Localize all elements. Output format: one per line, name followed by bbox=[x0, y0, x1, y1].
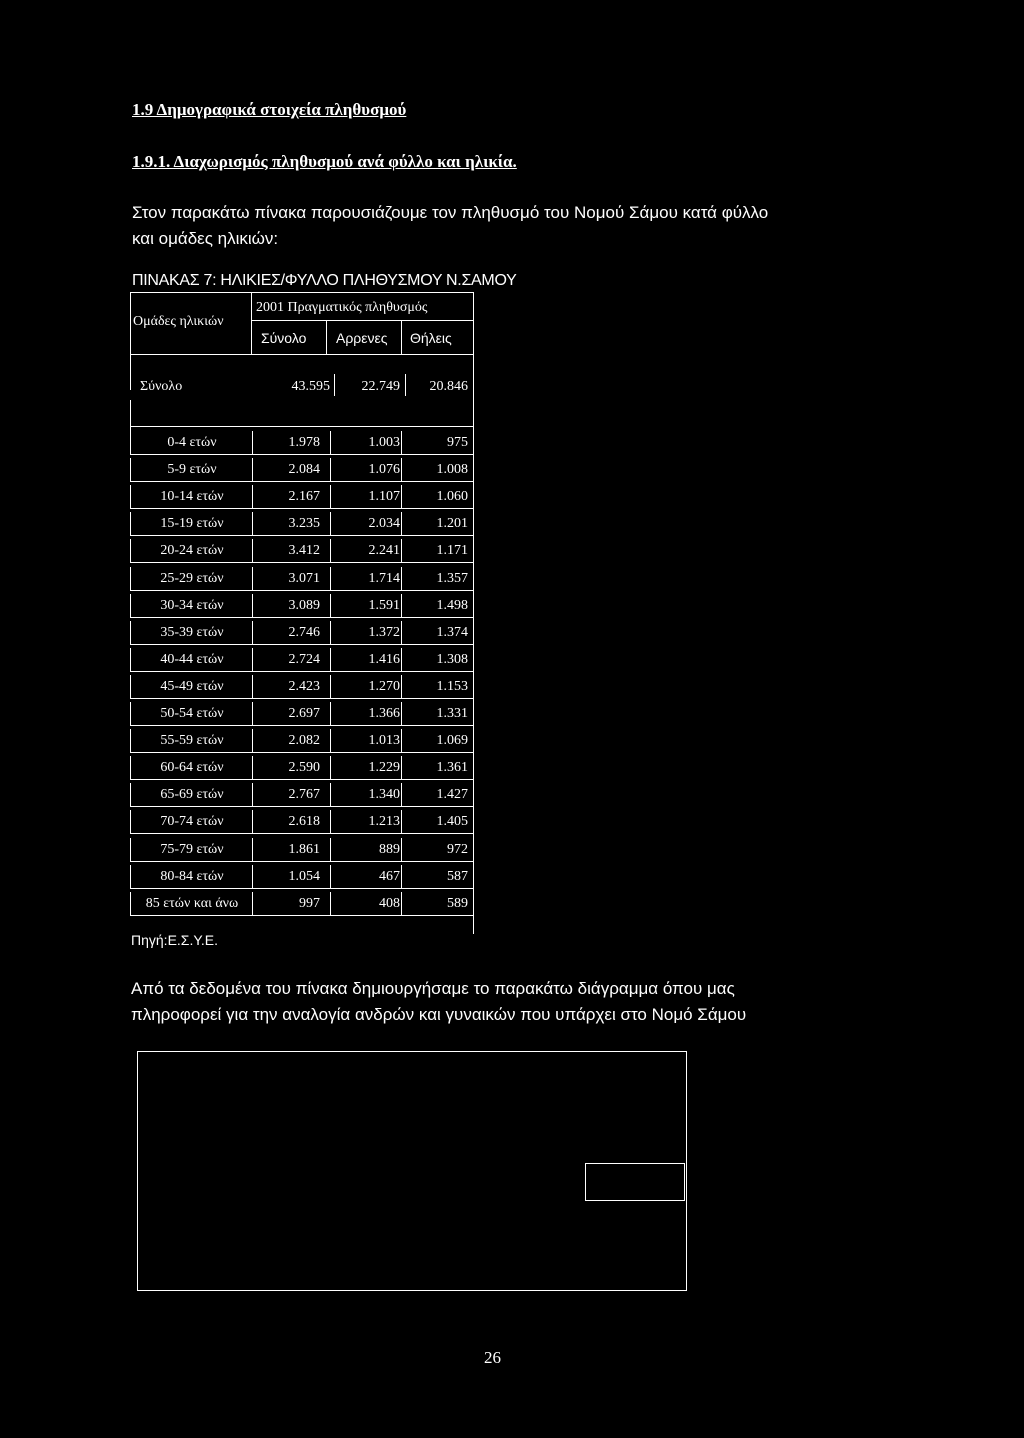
total-row-label: Σύνολο bbox=[140, 379, 183, 394]
row-age-label: 35-39 ετών bbox=[160, 624, 224, 640]
row-age-label: 80-84 ετών bbox=[160, 868, 224, 884]
row-total: 3.071 bbox=[288, 570, 320, 586]
row-left-border bbox=[130, 783, 131, 806]
row-age-label: 55-59 ετών bbox=[160, 733, 224, 749]
row-male: 1.416 bbox=[368, 651, 400, 667]
row-male: 1.372 bbox=[368, 624, 400, 640]
table-border-left bbox=[130, 292, 131, 354]
header-col-divider-1 bbox=[326, 320, 327, 354]
row-divider-1 bbox=[252, 539, 253, 562]
table-row bbox=[130, 482, 474, 509]
chart-intro-text bbox=[131, 976, 931, 1028]
row-divider-1 bbox=[252, 594, 253, 617]
header-divider bbox=[251, 292, 252, 354]
row-female: 1.171 bbox=[436, 543, 468, 559]
population-table bbox=[130, 292, 474, 934]
table-row bbox=[130, 807, 474, 834]
row-total: 2.084 bbox=[288, 462, 320, 478]
table-row bbox=[130, 645, 474, 672]
table-row bbox=[130, 889, 474, 916]
row-male: 1.107 bbox=[368, 489, 400, 505]
row-total: 2.697 bbox=[288, 706, 320, 721]
header-col-divider-2 bbox=[401, 320, 402, 354]
row-divider-3 bbox=[401, 567, 402, 590]
row-divider-1 bbox=[252, 485, 253, 508]
row-divider-3 bbox=[401, 756, 402, 779]
header-population: 2001 Πραγματικός πληθυσμός bbox=[256, 300, 428, 315]
row-divider-1 bbox=[252, 512, 253, 535]
row-divider-3 bbox=[401, 431, 402, 454]
table-row bbox=[130, 455, 474, 482]
table-row bbox=[130, 862, 474, 889]
row-age-label: 60-64 ετών bbox=[160, 760, 224, 776]
table-row bbox=[130, 591, 474, 618]
row-female: 1.060 bbox=[436, 489, 468, 505]
row-male: 1.076 bbox=[368, 462, 400, 478]
row-divider-2 bbox=[330, 865, 331, 888]
row-left-border bbox=[130, 458, 131, 481]
table-row bbox=[130, 835, 474, 862]
header-female: Θήλεις bbox=[410, 330, 452, 346]
row-left-border bbox=[130, 512, 131, 535]
row-divider-3 bbox=[401, 621, 402, 644]
table-row bbox=[130, 509, 474, 536]
row-divider-1 bbox=[252, 892, 253, 915]
table-row bbox=[130, 780, 474, 807]
row-female: 1.357 bbox=[436, 570, 468, 586]
row-divider-3 bbox=[401, 838, 402, 861]
row-left-border bbox=[130, 648, 131, 671]
table-row bbox=[130, 699, 474, 726]
intro-text bbox=[132, 200, 892, 252]
row-total: 2.590 bbox=[288, 760, 320, 776]
row-female: 1.361 bbox=[436, 760, 468, 776]
row-divider-2 bbox=[330, 675, 331, 698]
header-age-groups: Ομάδες ηλικιών bbox=[133, 314, 224, 329]
table-row bbox=[130, 428, 474, 455]
table-row bbox=[130, 726, 474, 753]
row-total: 1.861 bbox=[288, 841, 320, 857]
row-divider-1 bbox=[252, 865, 253, 888]
row-divider-2 bbox=[330, 458, 331, 481]
row-female: 1.331 bbox=[436, 706, 468, 721]
header-subdivider bbox=[251, 320, 474, 321]
row-divider-1 bbox=[252, 431, 253, 454]
row-left-border bbox=[130, 729, 131, 752]
row-divider-3 bbox=[401, 648, 402, 671]
row-divider-2 bbox=[330, 702, 331, 725]
row-divider-2 bbox=[330, 756, 331, 779]
row-age-label: 15-19 ετών bbox=[160, 516, 224, 532]
total-left-border bbox=[130, 354, 131, 390]
row-bottom-border bbox=[130, 915, 474, 916]
row-male: 1.714 bbox=[368, 570, 400, 586]
row-male: 1.213 bbox=[368, 814, 400, 830]
row-age-label: 5-9 ετών bbox=[167, 462, 217, 478]
row-divider-1 bbox=[252, 458, 253, 481]
row-divider-2 bbox=[330, 729, 331, 752]
row-left-border bbox=[130, 756, 131, 779]
row-divider-2 bbox=[330, 892, 331, 915]
intro-line-1: Στον παρακάτω πίνακα παρουσιάζουμε τον πληθυσμό του Νομού Σάμου κατά φύλλο bbox=[132, 203, 769, 222]
row-divider-2 bbox=[330, 810, 331, 833]
row-divider-3 bbox=[401, 810, 402, 833]
row-divider-3 bbox=[401, 512, 402, 535]
row-age-label: 20-24 ετών bbox=[160, 543, 224, 559]
row-divider-1 bbox=[252, 621, 253, 644]
row-female: 1.008 bbox=[436, 462, 468, 478]
row-divider-1 bbox=[252, 783, 253, 806]
row-total: 2.082 bbox=[288, 733, 320, 749]
row-divider-2 bbox=[330, 838, 331, 861]
row-male: 1.366 bbox=[368, 706, 400, 721]
row-age-label: 0-4 ετών bbox=[167, 435, 217, 450]
total-row-total: 43.595 bbox=[291, 379, 330, 394]
row-age-label: 70-74 ετών bbox=[160, 814, 224, 830]
subsection-heading: 1.9.1. Διαχωρισμός πληθυσμού ανά φύλλο και ηλικία. bbox=[132, 152, 517, 171]
row-total: 2.746 bbox=[288, 624, 320, 640]
header-bottom bbox=[130, 354, 474, 355]
row-total: 2.767 bbox=[288, 787, 320, 803]
row-divider-3 bbox=[401, 485, 402, 508]
row-divider-2 bbox=[330, 594, 331, 617]
table-source: Πηγή:Ε.Σ.Υ.Ε. bbox=[131, 932, 219, 948]
row-divider-2 bbox=[330, 621, 331, 644]
chart-intro-line-2: πληροφορεί για την αναλογία ανδρών και γυναικών που υπάρχει στο Νομό Σάμου bbox=[131, 1005, 747, 1024]
row-left-border bbox=[130, 892, 131, 915]
row-total: 3.412 bbox=[288, 543, 320, 559]
row-divider-1 bbox=[252, 729, 253, 752]
header-male: Αρρενες bbox=[336, 330, 388, 346]
table-caption: ΠΙΝΑΚΑΣ 7: ΗΛΙΚΙΕΣ/ΦΥΛΛΟ ΠΛΗΘΥΣΜΟΥ Ν.ΣΑΜΟΥ bbox=[132, 272, 517, 289]
row-male: 467 bbox=[379, 868, 400, 884]
row-left-border bbox=[130, 702, 131, 725]
section-heading: 1.9 Δημογραφικά στοιχεία πληθυσμού bbox=[132, 100, 407, 119]
row-age-label: 75-79 ετών bbox=[160, 841, 224, 857]
page-number: 26 bbox=[484, 1348, 501, 1367]
row-total: 997 bbox=[299, 895, 320, 911]
row-left-border bbox=[130, 621, 131, 644]
row-age-label: 45-49 ετών bbox=[160, 678, 224, 694]
row-male: 2.034 bbox=[368, 516, 400, 532]
row-age-label: 85 ετών και άνω bbox=[145, 895, 239, 911]
row-total: 2.724 bbox=[288, 651, 320, 667]
row-total: 2.167 bbox=[288, 489, 320, 505]
row-divider-1 bbox=[252, 838, 253, 861]
row-female: 1.374 bbox=[436, 624, 468, 640]
row-male: 889 bbox=[379, 841, 400, 857]
row-total: 3.235 bbox=[288, 516, 320, 532]
row-divider-3 bbox=[401, 702, 402, 725]
row-left-border bbox=[130, 675, 131, 698]
row-divider-1 bbox=[252, 810, 253, 833]
row-divider-3 bbox=[401, 458, 402, 481]
row-female: 1.069 bbox=[436, 733, 468, 749]
row-divider-2 bbox=[330, 431, 331, 454]
table-row bbox=[130, 564, 474, 591]
intro-line-2: και ομάδες ηλικιών: bbox=[132, 229, 279, 248]
row-divider-3 bbox=[401, 783, 402, 806]
row-divider-3 bbox=[401, 892, 402, 915]
row-left-border bbox=[130, 485, 131, 508]
row-left-border bbox=[130, 431, 131, 454]
row-divider-2 bbox=[330, 783, 331, 806]
row-male: 1.003 bbox=[368, 435, 400, 450]
row-male: 1.013 bbox=[368, 733, 400, 749]
row-total: 3.089 bbox=[288, 597, 320, 613]
row-divider-2 bbox=[330, 485, 331, 508]
row-divider-2 bbox=[330, 539, 331, 562]
row-age-label: 25-29 ετών bbox=[160, 570, 224, 586]
row-divider-1 bbox=[252, 567, 253, 590]
row-divider-1 bbox=[252, 756, 253, 779]
table-border-top bbox=[130, 292, 474, 293]
table-row bbox=[130, 672, 474, 699]
row-divider-1 bbox=[252, 675, 253, 698]
row-female: 587 bbox=[447, 868, 468, 884]
row-female: 1.153 bbox=[436, 678, 468, 694]
row-male: 1.340 bbox=[368, 787, 400, 803]
row-female: 1.405 bbox=[436, 814, 468, 830]
row-age-label: 30-34 ετών bbox=[160, 597, 224, 613]
row-divider-3 bbox=[401, 865, 402, 888]
row-left-border bbox=[130, 567, 131, 590]
row-total: 2.423 bbox=[288, 678, 320, 694]
row-left-border bbox=[130, 865, 131, 888]
row-age-label: 65-69 ετών bbox=[160, 787, 224, 803]
row-female: 1.427 bbox=[436, 787, 468, 803]
row-male: 408 bbox=[379, 895, 400, 911]
row-divider-3 bbox=[401, 729, 402, 752]
row-age-label: 40-44 ετών bbox=[160, 651, 224, 667]
row-left-border bbox=[130, 810, 131, 833]
table-row bbox=[130, 618, 474, 645]
row-left-border bbox=[130, 594, 131, 617]
row-female: 589 bbox=[447, 895, 468, 911]
row-female: 975 bbox=[447, 435, 468, 450]
chart-intro-line-1: Από τα δεδομένα του πίνακα δημιουργήσαμε το παρακάτω διάγραμμα όπου μας bbox=[131, 979, 735, 998]
row-left-border bbox=[130, 838, 131, 861]
row-male: 1.270 bbox=[368, 678, 400, 694]
chart-legend-box bbox=[585, 1163, 685, 1201]
row-left-border bbox=[130, 539, 131, 562]
total-row-male: 22.749 bbox=[361, 379, 400, 394]
row-total: 1.978 bbox=[288, 435, 320, 450]
row-female: 1.308 bbox=[436, 651, 468, 667]
total-row-bottom bbox=[130, 426, 474, 427]
row-total: 1.054 bbox=[288, 868, 320, 884]
header-total: Σύνολο bbox=[261, 330, 307, 346]
row-age-label: 10-14 ετών bbox=[160, 489, 224, 505]
row-divider-3 bbox=[401, 675, 402, 698]
row-divider-3 bbox=[401, 594, 402, 617]
row-female: 1.498 bbox=[436, 597, 468, 613]
row-divider-2 bbox=[330, 512, 331, 535]
row-divider-1 bbox=[252, 648, 253, 671]
total-row-female: 20.846 bbox=[429, 379, 468, 394]
row-female: 972 bbox=[447, 841, 468, 857]
row-age-label: 50-54 ετών bbox=[160, 706, 224, 721]
row-female: 1.201 bbox=[436, 516, 468, 532]
table-row bbox=[130, 536, 474, 563]
row-divider-2 bbox=[330, 567, 331, 590]
row-male: 1.591 bbox=[368, 597, 400, 613]
row-divider-2 bbox=[330, 648, 331, 671]
row-total: 2.618 bbox=[288, 814, 320, 830]
row-male: 2.241 bbox=[368, 543, 400, 559]
row-divider-3 bbox=[401, 539, 402, 562]
table-row bbox=[130, 753, 474, 780]
row-male: 1.229 bbox=[368, 760, 400, 776]
row-divider-1 bbox=[252, 702, 253, 725]
